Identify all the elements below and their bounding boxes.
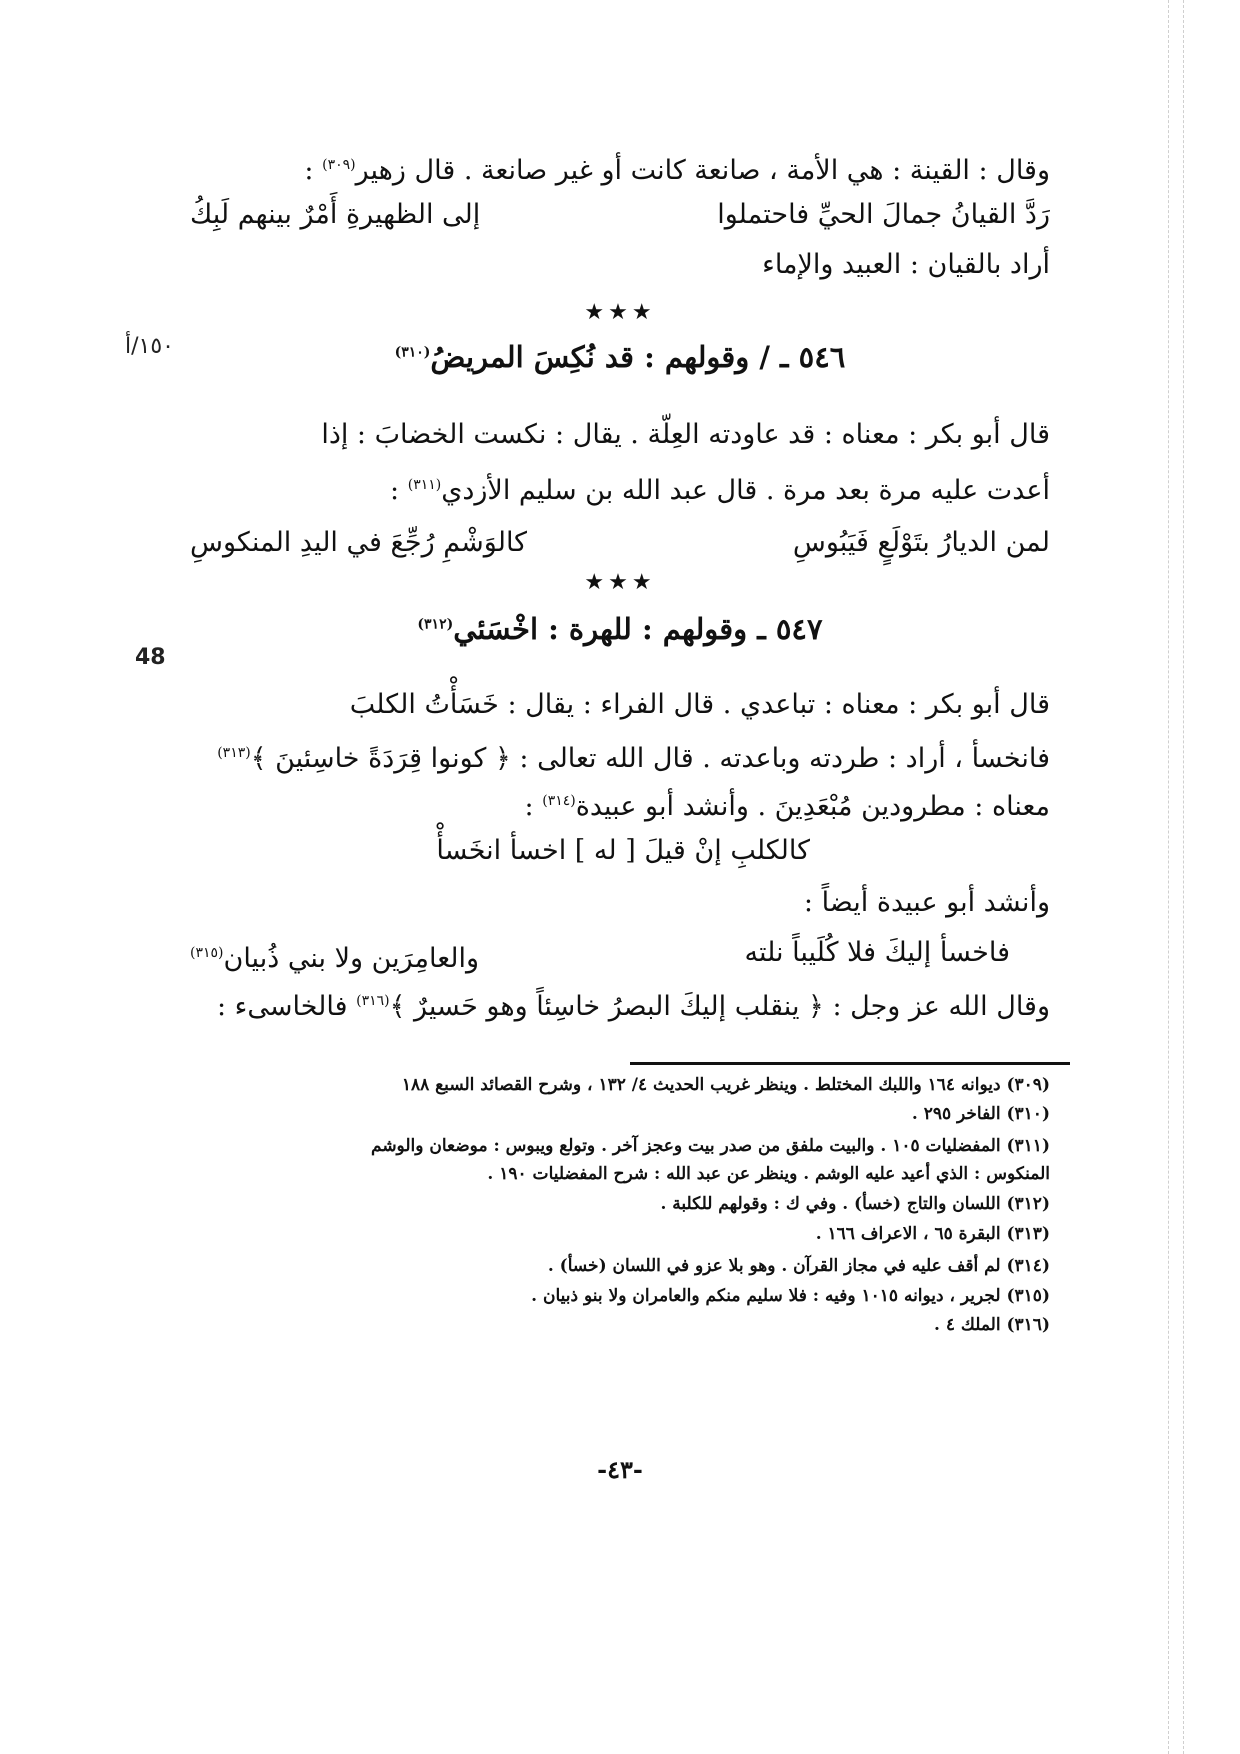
poetry-verse [190, 190, 1050, 240]
margin-page-number: 48 [135, 645, 166, 670]
verse-first-hemistich: رَدَّ القيانُ جمالَ الحيِّ فاحتملوا [717, 199, 1050, 230]
text-line: قال أبو بكر : معناه : تباعدي . قال الفراء : يقال : خَسَأْتُ الكلبَ [349, 689, 1050, 720]
footnote: (٣١٢) اللسان والتاج (خسأ) . وفي ك : وقولهم للكلبة . [660, 1194, 1050, 1214]
entry-547-heading: ٥٤٧ ـ وقولهم : للهرة : اخْسَئي$^{(٣١٢)}$ [417, 612, 823, 646]
verse-second-hemistich: والعامِرَين ولا بني ذُبيان$^{(٣١٥)}$ [190, 943, 480, 974]
text-line: فانخسأ ، أراد : طردته وباعدته . قال الله تعالى : ﴿ كونوا قِرَدَةً خاسِئينَ ﴾$^{(٣١٣)}$ [217, 743, 1050, 774]
text-line: وقال : القينة : هي الأمة ، صانعة كانت أو غير صانعة . قال زهير$^{(٣٠٩)}$ : [304, 155, 1050, 186]
folio-marker: ١٥٠/أ [125, 334, 174, 359]
section-separator: ★★★ [584, 300, 656, 325]
footnote: (٣١٤) لم أقف عليه في مجاز القرآن . وهو بلا عزو في اللسان (خسأ) . [547, 1256, 1050, 1276]
verse-second-hemistich: إلى الظهيرةِ أَمْرٌ بينهم لَبِكُ [190, 199, 481, 230]
poetry-verse [190, 928, 1050, 978]
section-separator: ★★★ [584, 570, 656, 595]
verse-first-hemistich: لمن الديارُ بتَوْلَعٍ فَيَبُوسِ [792, 527, 1050, 558]
footnote: المنكوس : الذي أعيد عليه الوشم . وينظر عن عبد الله : شرح المفضليات ١٩٠ . [487, 1164, 1050, 1184]
footnote: (٣١٦) الملك ٤ . [933, 1315, 1050, 1335]
scan-edge-line [1183, 0, 1184, 1754]
footnote-separator [630, 1062, 1070, 1065]
text-line: معناه : مطرودين مُبْعَدِينَ . وأنشد أبو عبيدة$^{(٣١٤)}$ : [524, 791, 1050, 822]
verse-second-hemistich: كالوَشْمِ رُجِّعَ في اليدِ المنكوسِ [190, 527, 528, 558]
entry-546-heading: ٥٤٦ ـ / وقولهم : قد نُكِسَ المريضُ$^{(٣١٠)}$ [394, 340, 846, 374]
poetry-line: كالكلبِ إنْ قيلَ [ له ] اخسأ انخَسأْ [436, 835, 810, 866]
entry-546-body [190, 410, 1050, 570]
footnote: (٣١٠) الفاخر ٢٩٥ . [911, 1104, 1050, 1124]
scan-edge-line [1168, 0, 1169, 1754]
text-line: قال أبو بكر : معناه : قد عاودته العِلّة . يقال : نكست الخضابَ : إذا [321, 419, 1050, 450]
entry-547-body [190, 680, 1050, 1030]
text-line: وقال الله عز وجل : ﴿ ينقلب إليكَ البصرُ خاسِئاً وهو حَسيرٌ ﴾$^{(٣١٦)}$ فالخاسىء : [216, 991, 1050, 1022]
verse-first-hemistich: فاخسأ إليكَ فلا كُلَيباً نلته [744, 937, 1010, 968]
footnote: (٣٠٩) ديوانه ١٦٤ واللبك المختلط . وينظر غريب الحديث ٤/ ١٣٢ ، وشرح القصائد السبع ١٨٨ [401, 1075, 1050, 1095]
text-line: أعدت عليه مرة بعد مرة . قال عبد الله بن سليم الأزدي$^{(٣١١)}$ : [390, 475, 1050, 506]
text-line: وأنشد أبو عبيدة أيضاً : [803, 887, 1050, 918]
footnotes [190, 1072, 1050, 1372]
page-number: -٤٣- [597, 1455, 643, 1484]
intro-section [190, 140, 1050, 290]
poetry-verse [190, 518, 1050, 568]
footnote: (٣١١) المفضليات ١٠٥ . والبيت ملفق من صدر بيت وعجز آخر . وتولع ويبوس : موضعان والوشم [371, 1136, 1050, 1156]
footnote: (٣١٥) لجرير ، ديوانه ١٠١٥ وفيه : فلا سليم منكم والعامران ولا بنو ذبيان . [531, 1286, 1050, 1306]
text-line: أراد بالقيان : العبيد والإماء [762, 249, 1050, 280]
footnote: (٣١٣) البقرة ٦٥ ، الاعراف ١٦٦ . [815, 1224, 1050, 1244]
